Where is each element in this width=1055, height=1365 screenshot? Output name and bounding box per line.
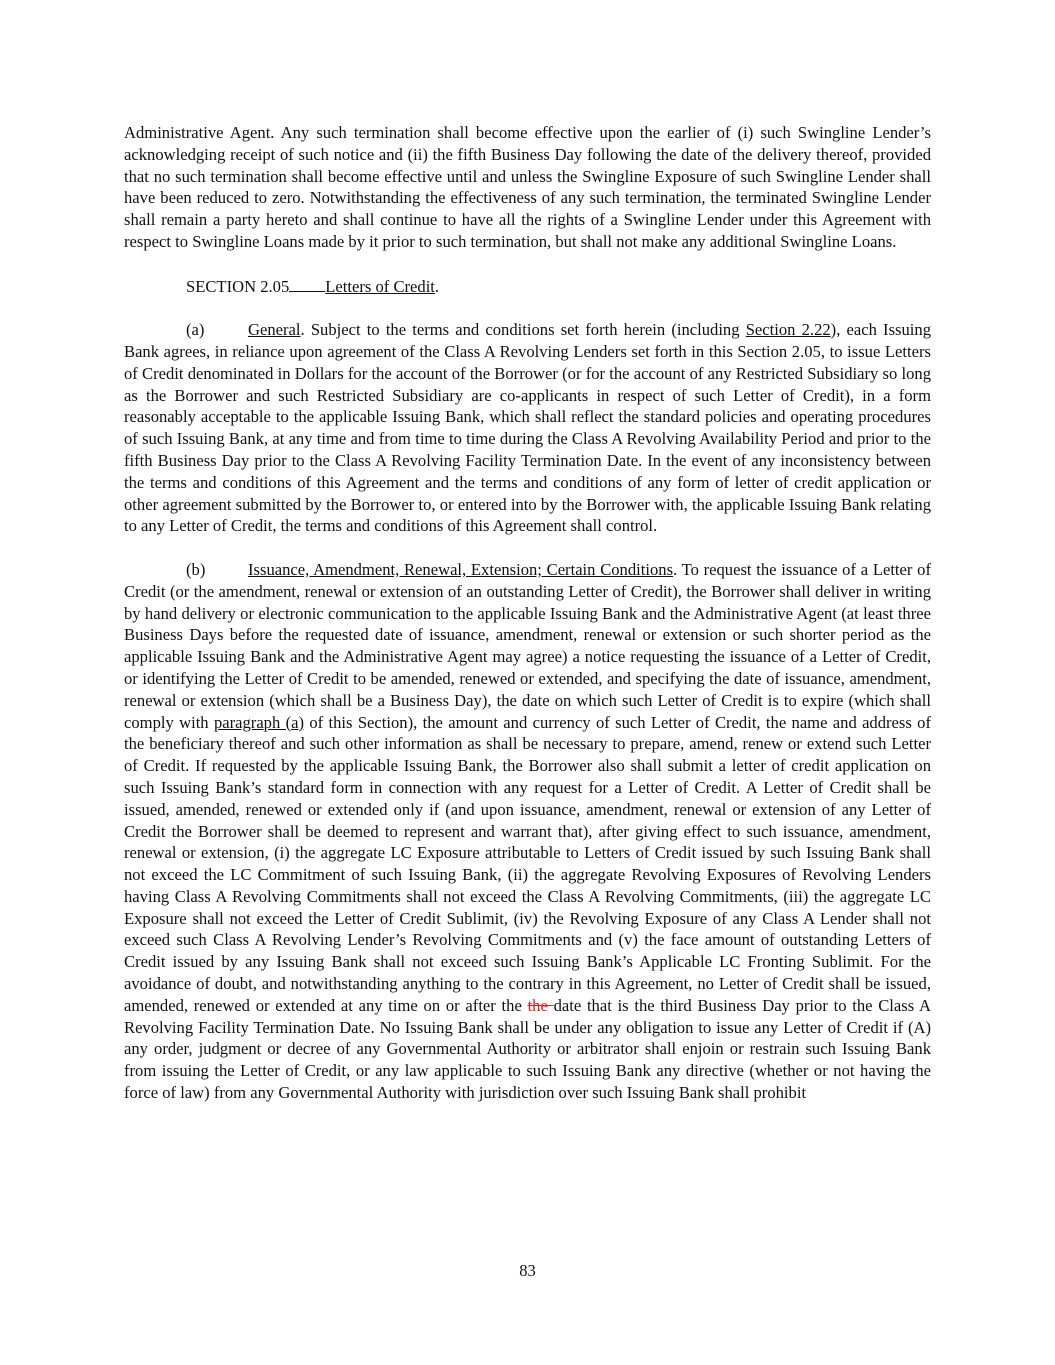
paragraph-label: (a) xyxy=(186,320,205,340)
paragraph-swingline-termination: Administrative Agent. Any such termination shall become effective upon the earlier of (i) such Swingline Lender’s acknowledging receipt of such notice and (ii) the fifth Business Day following the date of the delivery thereof, provided that no such termination shall become effective until and unless the Swingline Exposure of such Swingline Lender shall have been reduced to zero. Notwithstanding the effectiveness of any such termination, the terminated Swingline Lender shall remain a party hereto and shall continue to have all the rights of a Swingline Lender under this Agreement with respect to Swingline Loans made by it prior to such termination, but shall not make any additional Swingline Loans. xyxy=(124,123,931,251)
paragraph-text: . To request the issuance of a Letter of Credit (or the amendment, renewal or extension of an outstanding Letter of Credit), the Borrower shall deliver in writing by hand delivery or electronic communication to the applicable Issuing Bank and the Administrative Agent (at least three Business Days before the requested date of issuance, amendment, renewal or extension or such shorter period as the applicable Issuing Bank and the Administrative Agent may agree) a notice requesting the issuance of a Letter of Credit, or identifying the Letter of Credit to be amended, renewed or extended, and specifying the date of issuance, amendment, renewal or extension (which shall be a Business Day), the date on which such Letter of Credit is to expire (which shall comply with xyxy=(124,559,931,732)
section-number: SECTION 2.05 xyxy=(186,276,290,296)
heading-tab-underline xyxy=(289,275,325,292)
paragraph-a-general xyxy=(124,319,931,537)
section-heading xyxy=(124,275,931,298)
paragraph-label: (b) xyxy=(186,559,206,579)
paragraph-text: ), each Issuing Bank agrees, in reliance upon agreement of the Class A Revolving Lenders set forth in this Section 2.05, to issue Letters of Credit denominated in Dollars for the account of the Borrower (or for the account of any Restricted Subsidiary so long as the Borrower and such Restricted Subsidiary are co-applicants in respect of such Letter of Credit), in a form reasonably acceptable to the applicable Issuing Bank, which shall reflect the standard policies and operating procedures of such Issuing Bank, at any time and from time to time during the Class A Revolving Availability Period and prior to the fifth Business Day prior to the Class A Revolving Facility Termination Date. In the event of any inconsistency between the terms and conditions of this Agreement and the terms and conditions of any form of letter of credit application or other agreement submitted by the Borrower to, or entered into by the Borrower with, the applicable Issuing Bank relating to any Letter of Credit, the terms and conditions of this Agreement shall control. xyxy=(124,320,931,536)
document-page xyxy=(124,122,931,1126)
page-number: 83 xyxy=(519,1261,536,1280)
paragraph-heading: Issuance, Amendment, Renewal, Extension; Certain Conditions xyxy=(248,559,674,579)
paragraph-text: . Subject to the terms and conditions set forth herein (including xyxy=(300,320,746,340)
section-title: Letters of Credit xyxy=(325,276,435,296)
section-title-period: . xyxy=(434,276,440,296)
paragraph-heading: General xyxy=(248,320,301,340)
cross-reference: Section 2.22 xyxy=(745,320,831,340)
paragraph-b-issuance xyxy=(124,559,931,1104)
paragraph-text: date that is the third Business Day prior to the Class A Revolving Facility Termination Date. No Issuing Bank shall be under any obligation to issue any Letter of Credit if (A) any order, judgment or decree of any Governmental Authority or arbitrator shall enjoin or restrain such Issuing Bank from issuing the Letter of Credit, or any law applicable to such Issuing Bank any directive (whether or not having the force of law) from any Governmental Authority with jurisdiction over such Issuing Bank shall prohibit xyxy=(124,995,931,1103)
deleted-text: the xyxy=(527,995,554,1015)
paragraph-text: of this Section), the amount and currency of such Letter of Credit, the name and address of the beneficiary thereof and such other information as shall be necessary to prepare, amend, renew or extend such Letter of Credit. If requested by the applicable Issuing Bank, the Borrower also shall submit a letter of credit application on such Issuing Bank’s standard form in connection with any request for a Letter of Credit. A Letter of Credit shall be issued, amended, renewed or extended only if (and upon issuance, amendment, renewal or extension of any Letter of Credit the Borrower shall be deemed to represent and warrant that), after giving effect to such issuance, amendment, renewal or extension, (i) the aggregate LC Exposure attributable to Letters of Credit issued by such Issuing Bank shall not exceed the LC Commitment of such Issuing Bank, (ii) the aggregate Revolving Exposures of Revolving Lenders having Class A Revolving Commitments shall not exceed the Class A Revolving Commitments, (iii) the aggregate LC Exposure shall not exceed the Letter of Credit Sublimit, (iv) the Revolving Exposure of any Class A Lender shall not exceed such Class A Revolving Lender’s Revolving Commitments and (v) the face amount of outstanding Letters of Credit issued by any Issuing Bank shall not exceed such Issuing Bank’s Applicable LC Fronting Sublimit. For the avoidance of doubt, and notwithstanding anything to the contrary in this Agreement, no Letter of Credit shall be issued, amended, renewed or extended at any time on or after the xyxy=(124,712,931,1015)
cross-reference: paragraph (a) xyxy=(213,712,305,732)
